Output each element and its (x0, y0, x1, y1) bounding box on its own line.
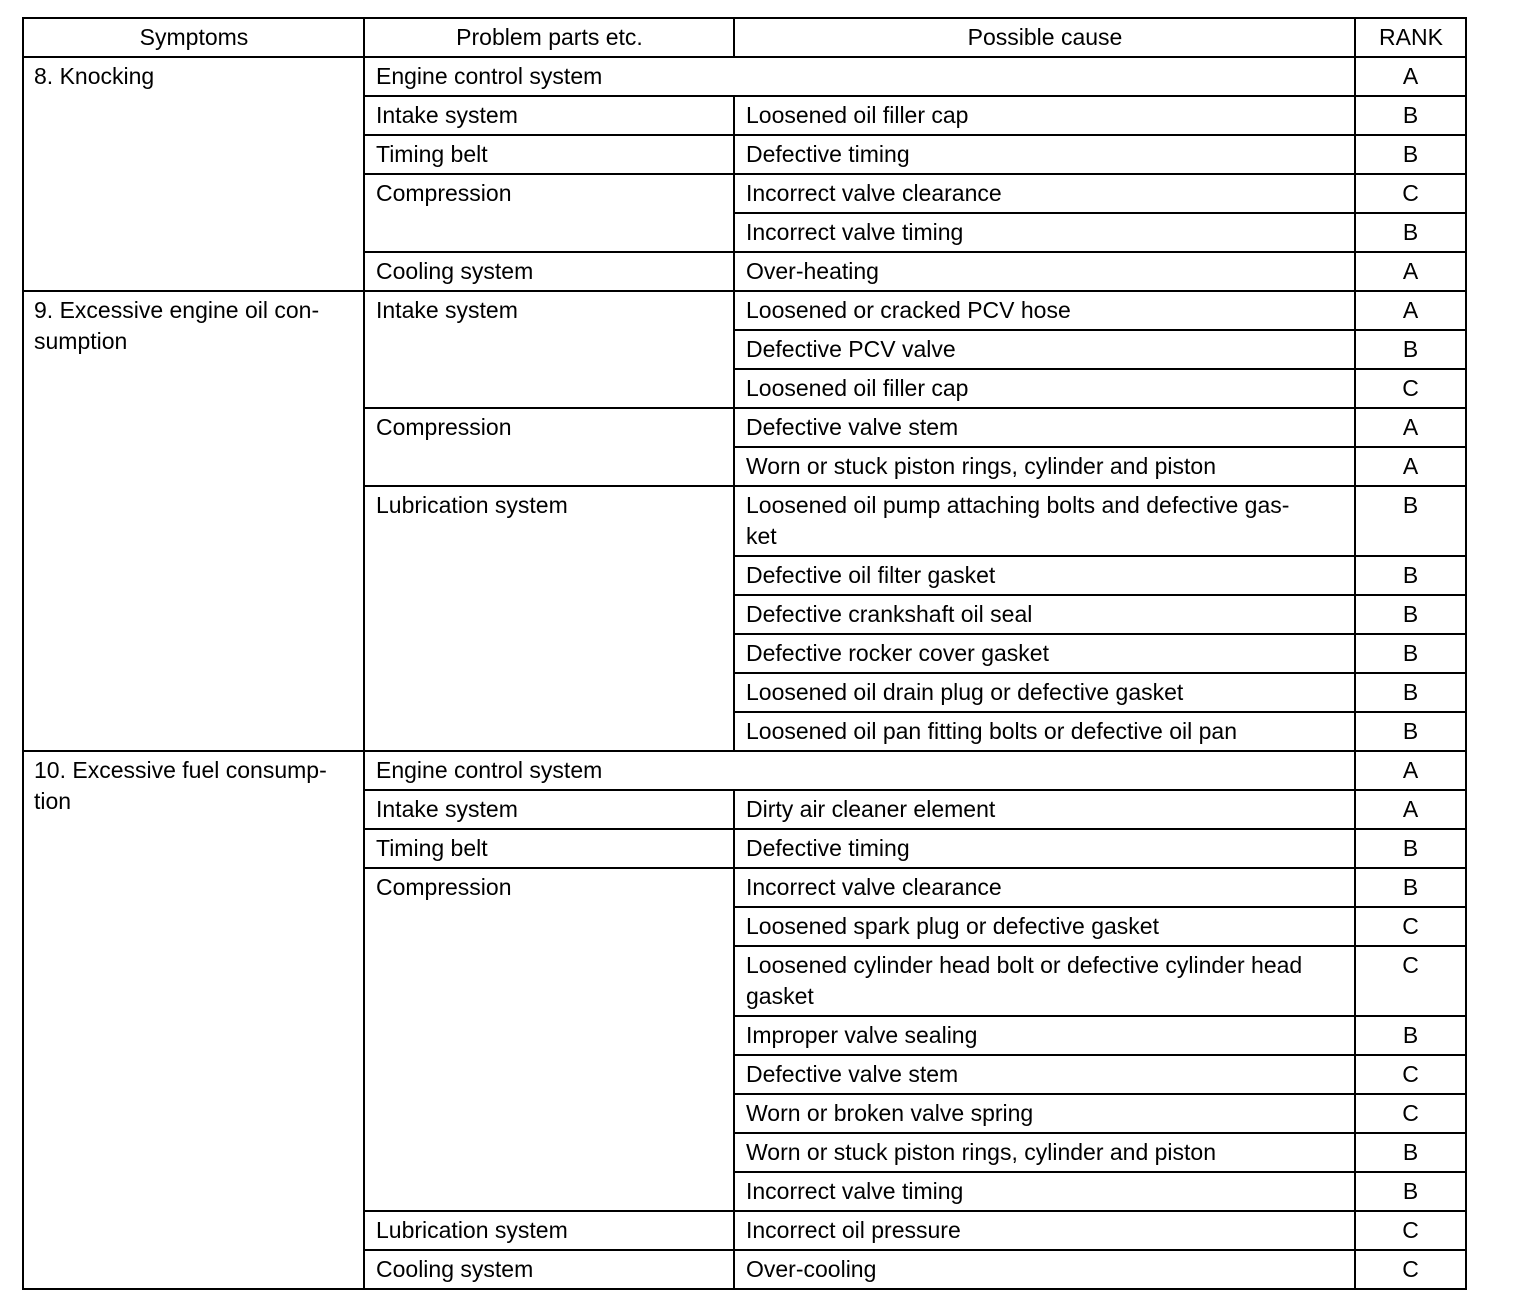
cause-cell: Loosened oil filler cap (734, 96, 1355, 135)
rank-cell: C (1355, 907, 1466, 946)
rank-cell: C (1355, 1250, 1466, 1289)
rank-cell: A (1355, 447, 1466, 486)
rank-cell: B (1355, 1133, 1466, 1172)
cause-cell: Incorrect valve clearance (734, 868, 1355, 907)
cause-cell: Defective timing (734, 135, 1355, 174)
symptom-cell: 10. Excessive fuel consump- tion (23, 751, 364, 1289)
table-header (23, 18, 1466, 57)
rank-cell: A (1355, 790, 1466, 829)
cause-cell: Loosened oil pump attaching bolts and defective gas- ket (734, 486, 1355, 556)
table-row (23, 291, 1466, 330)
rank-cell: A (1355, 57, 1466, 96)
cause-cell: Incorrect valve clearance (734, 174, 1355, 213)
cause-cell: Over-cooling (734, 1250, 1355, 1289)
rank-cell: B (1355, 556, 1466, 595)
problem-part-cell: Timing belt (364, 135, 734, 174)
cause-cell: Incorrect valve timing (734, 213, 1355, 252)
cause-cell: Over-heating (734, 252, 1355, 291)
rank-cell: A (1355, 408, 1466, 447)
rank-cell: A (1355, 291, 1466, 330)
problem-part-cell: Engine control system (364, 57, 1355, 96)
problem-part-cell: Cooling system (364, 252, 734, 291)
problem-part-cell: Compression (364, 408, 734, 486)
header-problem-parts: Problem parts etc. (364, 18, 734, 57)
rank-cell: C (1355, 1211, 1466, 1250)
rank-cell: B (1355, 486, 1466, 556)
rank-cell: B (1355, 1172, 1466, 1211)
cause-cell: Loosened oil pan fitting bolts or defective oil pan (734, 712, 1355, 751)
cause-cell: Loosened oil filler cap (734, 369, 1355, 408)
table-row (23, 751, 1466, 790)
rank-cell: B (1355, 868, 1466, 907)
cause-cell: Defective valve stem (734, 408, 1355, 447)
rank-cell: B (1355, 673, 1466, 712)
cause-cell: Incorrect valve timing (734, 1172, 1355, 1211)
cause-cell: Worn or stuck piston rings, cylinder and piston (734, 1133, 1355, 1172)
rank-cell: B (1355, 595, 1466, 634)
rank-cell: A (1355, 252, 1466, 291)
header-possible-cause: Possible cause (734, 18, 1355, 57)
rank-cell: B (1355, 96, 1466, 135)
rank-cell: C (1355, 174, 1466, 213)
problem-part-cell: Cooling system (364, 1250, 734, 1289)
problem-part-cell: Intake system (364, 291, 734, 408)
rank-cell: B (1355, 712, 1466, 751)
symptom-cell: 9. Excessive engine oil con- sumption (23, 291, 364, 751)
table-row (23, 57, 1466, 96)
cause-cell: Defective timing (734, 829, 1355, 868)
cause-cell: Defective rocker cover gasket (734, 634, 1355, 673)
cause-cell: Dirty air cleaner element (734, 790, 1355, 829)
problem-part-cell: Lubrication system (364, 1211, 734, 1250)
problem-part-cell: Intake system (364, 96, 734, 135)
header-row (23, 18, 1466, 57)
cause-cell: Loosened or cracked PCV hose (734, 291, 1355, 330)
cause-cell: Defective oil filter gasket (734, 556, 1355, 595)
header-symptoms: Symptoms (23, 18, 364, 57)
rank-cell: B (1355, 135, 1466, 174)
cause-cell: Incorrect oil pressure (734, 1211, 1355, 1250)
cause-cell: Loosened oil drain plug or defective gasket (734, 673, 1355, 712)
rank-cell: B (1355, 213, 1466, 252)
rank-cell: B (1355, 1016, 1466, 1055)
cause-cell: Defective PCV valve (734, 330, 1355, 369)
rank-cell: B (1355, 330, 1466, 369)
cause-cell: Worn or broken valve spring (734, 1094, 1355, 1133)
problem-part-cell: Compression (364, 868, 734, 1211)
table-body (23, 57, 1466, 1289)
problem-part-cell: Compression (364, 174, 734, 252)
rank-cell: C (1355, 1055, 1466, 1094)
cause-cell: Loosened cylinder head bolt or defective cylinder head gasket (734, 946, 1355, 1016)
problem-part-cell: Timing belt (364, 829, 734, 868)
header-rank: RANK (1355, 18, 1466, 57)
rank-cell: B (1355, 634, 1466, 673)
problem-part-cell: Engine control system (364, 751, 1355, 790)
symptom-cell: 8. Knocking (23, 57, 364, 291)
rank-cell: C (1355, 946, 1466, 1016)
rank-cell: B (1355, 829, 1466, 868)
cause-cell: Loosened spark plug or defective gasket (734, 907, 1355, 946)
rank-cell: A (1355, 751, 1466, 790)
cause-cell: Defective valve stem (734, 1055, 1355, 1094)
problem-part-cell: Intake system (364, 790, 734, 829)
cause-cell: Improper valve sealing (734, 1016, 1355, 1055)
diagnosis-table (22, 17, 1467, 1290)
problem-part-cell: Lubrication system (364, 486, 734, 751)
cause-cell: Defective crankshaft oil seal (734, 595, 1355, 634)
rank-cell: C (1355, 369, 1466, 408)
rank-cell: C (1355, 1094, 1466, 1133)
cause-cell: Worn or stuck piston rings, cylinder and piston (734, 447, 1355, 486)
